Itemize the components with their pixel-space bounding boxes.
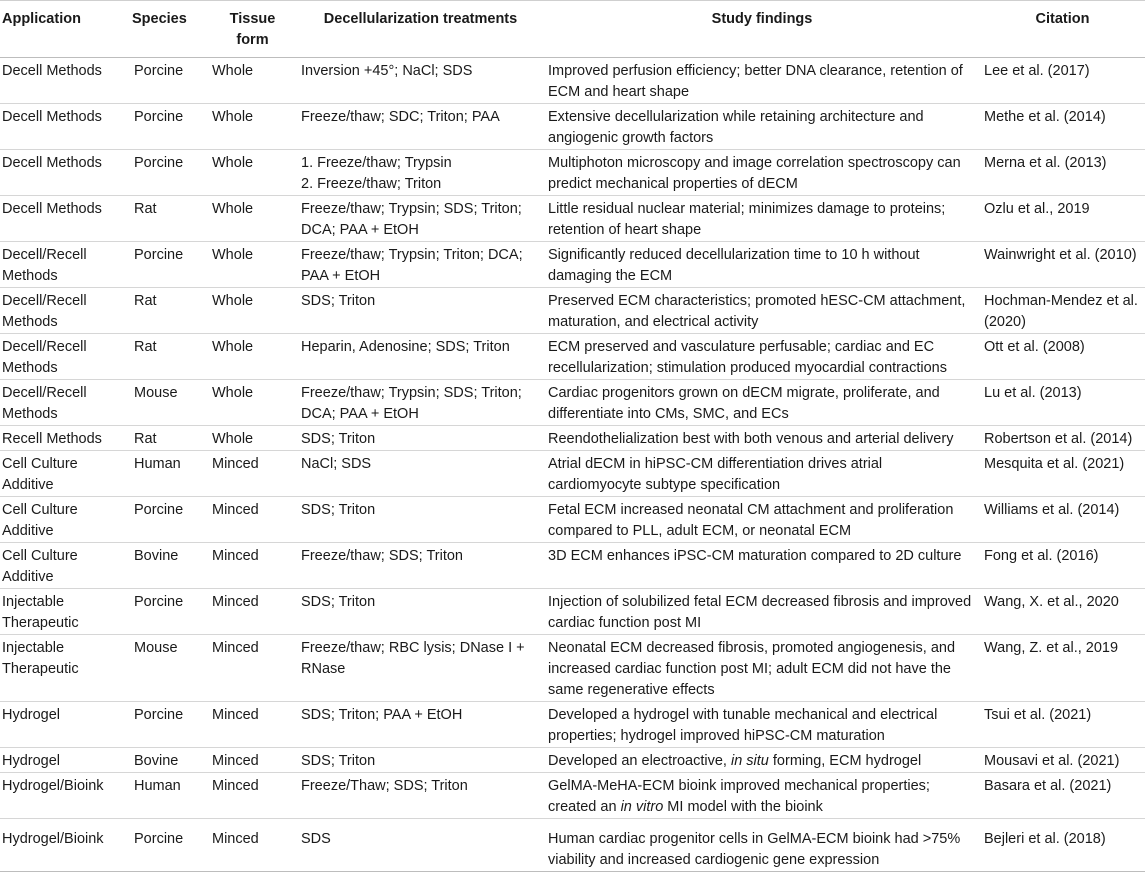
cell-tissue-form: Whole (212, 247, 254, 263)
cell-citation: Bejleri et al. (2018) (984, 831, 1106, 847)
cell-species: Porcine (134, 502, 184, 518)
cell-species: Porcine (134, 707, 184, 723)
cell-treatment: Freeze/thaw; Trypsin; Triton; DCA; PAA + EtOH (301, 247, 523, 284)
cell-application: Cell Culture Additive (2, 502, 78, 539)
table-row (0, 334, 1145, 380)
cell-findings: Reendothelialization best with both venous and arterial delivery (548, 431, 954, 447)
cell-species: Bovine (134, 753, 179, 769)
cell-species: Rat (134, 293, 157, 309)
table-row (0, 589, 1145, 635)
cell-treatment: NaCl; SDS (301, 456, 372, 472)
cell-findings: Preserved ECM characteristics; promoted hESC-CM attachment, maturation, and electrical activity (548, 293, 966, 330)
header-application: Application (2, 11, 81, 27)
cell-application: Decell Methods (2, 155, 102, 171)
cell-citation: Tsui et al. (2021) (984, 707, 1092, 723)
cell-tissue-form: Minced (212, 502, 259, 518)
cell-citation: Ozlu et al., 2019 (984, 201, 1090, 217)
cell-treatment: Freeze/thaw; RBC lysis; DNase I + RNase (301, 640, 525, 677)
cell-citation: Robertson et al. (2014) (984, 431, 1133, 447)
cell-tissue-form: Minced (212, 594, 259, 610)
cell-species: Human (134, 778, 181, 794)
cell-findings: 3D ECM enhances iPSC-CM maturation compared to 2D culture (548, 548, 962, 564)
cell-application: Decell/Recell Methods (2, 385, 87, 422)
table-row (0, 702, 1145, 748)
cell-application: Cell Culture Additive (2, 456, 78, 493)
cell-tissue-form: Whole (212, 431, 254, 447)
cell-citation: Basara et al. (2021) (984, 778, 1112, 794)
table-row (0, 242, 1145, 288)
cell-species: Porcine (134, 109, 184, 125)
table-row (0, 543, 1145, 589)
cell-application: Hydrogel (2, 707, 61, 723)
cell-treatment: SDS; Triton (301, 293, 376, 309)
cell-citation: Lu et al. (2013) (984, 385, 1082, 401)
cell-findings: Fetal ECM increased neonatal CM attachment and proliferation compared to PLL, adult ECM, or neonatal ECM (548, 502, 954, 539)
cell-citation: Fong et al. (2016) (984, 548, 1099, 564)
cell-findings: Injection of solubilized fetal ECM decreased fibrosis and improved cardiac function post MI (548, 594, 972, 631)
cell-treatment: SDS; Triton (301, 594, 376, 610)
table-row (0, 58, 1145, 104)
cell-treatment: SDS (301, 831, 331, 847)
cell-findings: Developed a hydrogel with tunable mechanical and electrical properties; hydrogel improved hiPSC-CM maturation (548, 707, 938, 744)
cell-species: Porcine (134, 63, 184, 79)
treatment-line-2: 2. Freeze/thaw; Triton (301, 176, 442, 192)
cell-application: Decell Methods (2, 201, 102, 217)
table-row (0, 819, 1145, 872)
cell-tissue-form: Minced (212, 456, 259, 472)
cell-citation: Methe et al. (2014) (984, 109, 1106, 125)
cell-application: Decell/Recell Methods (2, 247, 87, 284)
cell-species: Human (134, 456, 181, 472)
cell-application: Injectable Therapeutic (2, 594, 79, 631)
cell-treatment: Freeze/thaw; SDC; Triton; PAA (301, 109, 500, 125)
table-row (0, 150, 1145, 196)
findings-text-pre: Developed an electroactive, (548, 753, 731, 769)
cell-tissue-form: Whole (212, 339, 254, 355)
cell-application: Decell/Recell Methods (2, 293, 87, 330)
cell-citation: Wang, X. et al., 2020 (984, 594, 1119, 610)
cell-findings: Neonatal ECM decreased fibrosis, promoted angiogenesis, and increased cardiac function post MI; adult ECM did not have the same regenerative effects (548, 640, 956, 698)
cell-application: Hydrogel/Bioink (2, 831, 104, 847)
cell-application: Hydrogel/Bioink (2, 778, 104, 794)
cell-tissue-form: Minced (212, 753, 259, 769)
cell-citation: Merna et al. (2013) (984, 155, 1107, 171)
cell-application: Decell/Recell Methods (2, 339, 87, 376)
findings-text-italic: in vitro (620, 799, 664, 815)
cell-application: Recell Methods (2, 431, 102, 447)
cell-findings: Significantly reduced decellularization time to 10 h without damaging the ECM (548, 247, 920, 284)
cell-tissue-form: Minced (212, 778, 259, 794)
cell-citation: Williams et al. (2014) (984, 502, 1120, 518)
cell-citation: Ott et al. (2008) (984, 339, 1085, 355)
cell-species: Rat (134, 339, 157, 355)
cell-findings: Improved perfusion efficiency; better DNA clearance, retention of ECM and heart shape (548, 63, 963, 100)
cell-tissue-form: Whole (212, 63, 254, 79)
cell-species: Rat (134, 201, 157, 217)
table-row (0, 104, 1145, 150)
cell-tissue-form: Whole (212, 201, 254, 217)
cell-citation: Lee et al. (2017) (984, 63, 1090, 79)
table-row (0, 288, 1145, 334)
cell-species: Porcine (134, 155, 184, 171)
cell-treatment (297, 150, 544, 196)
cell-tissue-form: Minced (212, 640, 259, 656)
cell-species: Rat (134, 431, 157, 447)
cell-findings: Little residual nuclear material; minimizes damage to proteins; retention of heart shape (548, 201, 946, 238)
cell-treatment: Freeze/Thaw; SDS; Triton (301, 778, 468, 794)
cell-tissue-form: Minced (212, 831, 259, 847)
cell-treatment: Freeze/thaw; Trypsin; SDS; Triton; DCA; PAA + EtOH (301, 385, 522, 422)
header-row (0, 1, 1145, 58)
table-header (0, 1, 1145, 58)
cell-treatment: Heparin, Adenosine; SDS; Triton (301, 339, 510, 355)
table-body (0, 58, 1145, 872)
cell-tissue-form: Minced (212, 548, 259, 564)
findings-text-post: forming, ECM hydrogel (768, 753, 922, 769)
cell-treatment: SDS; Triton (301, 431, 376, 447)
cell-tissue-form: Whole (212, 385, 254, 401)
cell-findings: Atrial dECM in hiPSC-CM differentiation drives atrial cardiomyocyte subtype specification (548, 456, 883, 493)
cell-application: Injectable Therapeutic (2, 640, 79, 677)
cell-findings: Human cardiac progenitor cells in GelMA-ECM bioink had >75% viability and increased cardiogenic gene expression (548, 831, 961, 868)
findings-text-post: MI model with the bioink (663, 799, 823, 815)
cell-findings (544, 748, 980, 773)
cell-application: Decell Methods (2, 63, 102, 79)
cell-treatment: SDS; Triton; PAA + EtOH (301, 707, 463, 723)
table-row (0, 635, 1145, 702)
table-row (0, 497, 1145, 543)
header-decell-treatments: Decellularization treatments (323, 11, 518, 27)
table-row (0, 451, 1145, 497)
cell-species: Mouse (134, 640, 178, 656)
treatment-line-1: 1. Freeze/thaw; Trypsin (301, 155, 452, 171)
cell-treatment: SDS; Triton (301, 502, 376, 518)
cell-findings (544, 773, 980, 819)
cell-species: Porcine (134, 247, 184, 263)
cell-findings: Cardiac progenitors grown on dECM migrate, proliferate, and differentiate into CMs, SMC, and ECs (548, 385, 940, 422)
cell-findings: Multiphoton microscopy and image correlation spectroscopy can predict mechanical properties of dECM (548, 155, 961, 192)
cell-treatment: SDS; Triton (301, 753, 376, 769)
header-species: Species (132, 11, 187, 27)
cell-citation: Mesquita et al. (2021) (984, 456, 1125, 472)
cell-treatment: Inversion +45°; NaCl; SDS (301, 63, 473, 79)
header-citation: Citation (1035, 11, 1090, 27)
findings-text-italic: in situ (730, 753, 769, 769)
cell-tissue-form: Whole (212, 293, 254, 309)
cell-tissue-form: Whole (212, 109, 254, 125)
cell-species: Mouse (134, 385, 178, 401)
cell-citation: Wang, Z. et al., 2019 (984, 640, 1119, 656)
cell-treatment: Freeze/thaw; Trypsin; SDS; Triton; DCA; PAA + EtOH (301, 201, 522, 238)
cell-species: Porcine (134, 594, 184, 610)
cell-findings: Extensive decellularization while retaining architecture and angiogenic growth factors (548, 109, 924, 146)
table-row (0, 426, 1145, 451)
cell-treatment: Freeze/thaw; SDS; Triton (301, 548, 463, 564)
cell-application: Decell Methods (2, 109, 102, 125)
cell-citation: Hochman-Mendez et al. (2020) (984, 293, 1138, 330)
table-row (0, 196, 1145, 242)
table-row (0, 773, 1145, 819)
table-row (0, 380, 1145, 426)
cell-application: Cell Culture Additive (2, 548, 78, 585)
table-row (0, 748, 1145, 773)
cell-application: Hydrogel (2, 753, 61, 769)
cell-citation: Wainwright et al. (2010) (984, 247, 1137, 263)
header-tissue-form: Tissue form (229, 11, 276, 48)
cell-findings: ECM preserved and vasculature perfusable; cardiac and EC recellularization; stimulation produced myocardial contractions (548, 339, 947, 376)
cell-tissue-form: Minced (212, 707, 259, 723)
cell-citation: Mousavi et al. (2021) (984, 753, 1120, 769)
cell-species: Porcine (134, 831, 184, 847)
cell-species: Bovine (134, 548, 179, 564)
header-study-findings: Study findings (711, 11, 813, 27)
findings-text-pre: GelMA-MeHA-ECM bioink improved mechanical properties; created an (548, 778, 930, 815)
cell-tissue-form: Whole (212, 155, 254, 171)
